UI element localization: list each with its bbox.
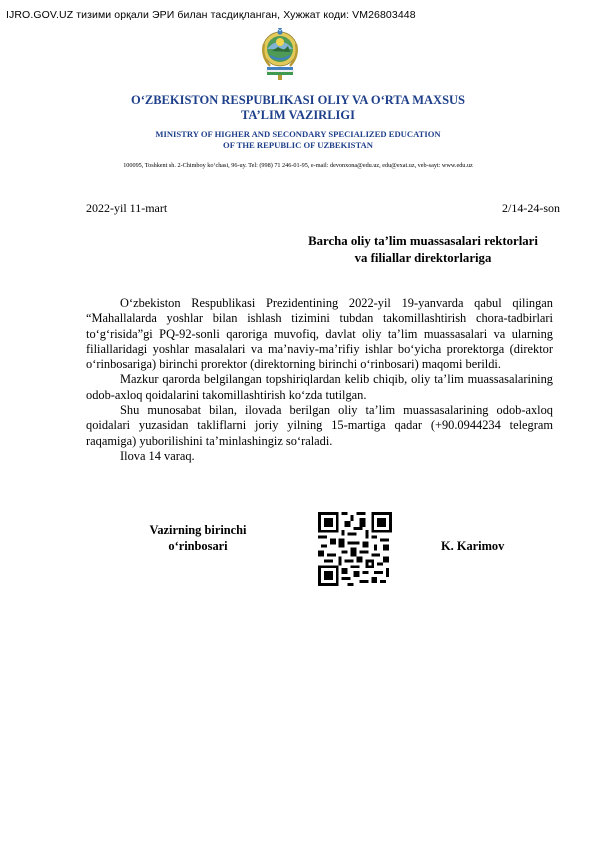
ministry-name-en-line2: OF THE REPUBLIC OF UZBEKISTAN (223, 140, 373, 150)
addressee-line2: va filiallar direktorlariga (354, 251, 492, 265)
ministry-name-uz-line1: O‘ZBEKISTON RESPUBLIKASI OLIY VA O‘RTA MAXSUS (130, 93, 466, 107)
state-emblem-icon (258, 24, 302, 82)
body-paragraph: Shu munosabat bilan, ilovada berilgan oliy ta’lim muassasalarining odob-axloq qoidalari yuzasidan takliflarni joriy yilning 15-martiga qadar (+90.0944234 telegram raqamiga) yuborilishini ta’minlashingiz so‘raladi. (86, 403, 553, 448)
body-paragraph: O‘zbekiston Respublikasi Prezidentining 2022-yil 19-yanvarda qabul qilingan “Mahallalarda yoshlar bilan ishlash tizimini tubdan takomillashtirish chora-tadbirlari to‘g‘risida”gi PQ-92-sonli qaroriga muvofiq, davlat oliy ta’lim muassasalari va ularning filiallaridagi yoshlar masalalari va ma’naviy-ma’rifiy ishlar bo‘yicha prorektorga (direktor o‘rinbosariga) birinchi prorektor (direktorning birinchi o‘rinbosari) maqomi berildi. (86, 296, 553, 372)
body-paragraph: Mazkur qarorda belgilangan topshiriqlardan kelib chiqib, oliy ta’lim muassasalarining odob-axloq qoidalarini takomillashtirish ko‘zda tutilgan. (86, 372, 553, 402)
attachment-note: Ilova 14 varaq. (120, 448, 195, 463)
signatory-title-line2: o‘rinbosari (168, 539, 228, 553)
addressee-line1: Barcha oliy ta’lim muassasalari rektorlari (308, 234, 538, 248)
ministry-address: 100095, Toshkent sh. 2-Chimboy ko‘chasi, 96-uy. Tel: (998) 71 246-01-95, e-mail: devonxona@edu.uz, edu@exat.uz, veb-sayt: www.edu.uz (123, 162, 473, 169)
document-date: 2022-yil 11-mart (86, 201, 168, 215)
signatory-title-line1: Vazirning birinchi (149, 523, 247, 537)
verification-banner: IJRO.GOV.UZ тизими орқали ЭРИ билан тасдиқланган, Хужжат коди: VM26803448 (6, 9, 416, 21)
document-number: 2/14-24-son (502, 201, 560, 215)
signatory-name: K. Karimov (441, 539, 505, 553)
qr-code-icon (318, 512, 392, 586)
ministry-name-uz-line2: TA’LIM VAZIRLIGI (240, 108, 356, 122)
letter-body (86, 296, 553, 464)
ministry-name-en-line1: MINISTRY OF HIGHER AND SECONDARY SPECIALIZED EDUCATION (155, 129, 441, 139)
signatory-title (128, 522, 268, 554)
